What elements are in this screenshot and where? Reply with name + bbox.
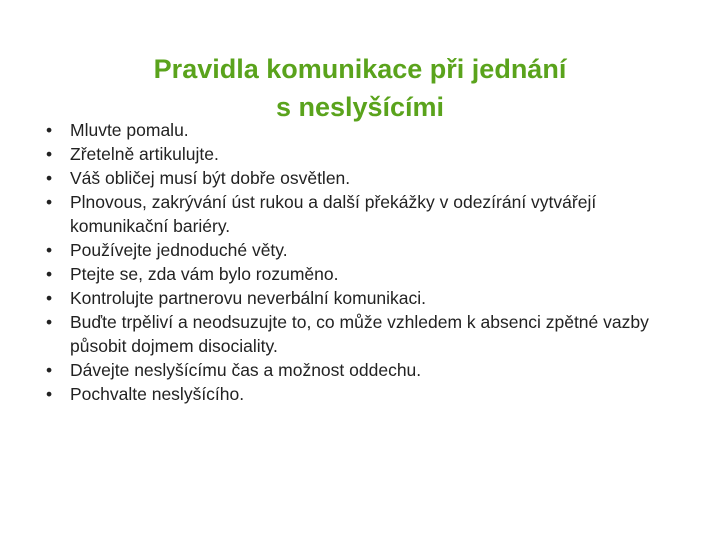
bullet-icon: •: [46, 264, 53, 284]
bullet-item: [46, 262, 686, 286]
slide-title: [100, 50, 620, 126]
bullet-icon: •: [46, 144, 53, 164]
bullet-icon: •: [46, 120, 53, 140]
bullet-icon: •: [46, 312, 53, 332]
bullet-item: [46, 142, 686, 166]
bullet-text: Váš obličej musí být dobře osvětlen.: [70, 168, 351, 188]
bullet-text: Dávejte neslyšícímu čas a možnost oddechu.: [70, 360, 422, 380]
slide-title-line-1: Pravidla komunikace při jednání: [153, 54, 567, 84]
bullet-item: [46, 238, 686, 262]
bullet-item: [46, 286, 686, 310]
bullet-item: [46, 166, 686, 190]
bullet-icon: •: [46, 168, 53, 188]
bullet-text: Zřetelně artikulujte.: [70, 144, 219, 164]
bullet-icon: •: [46, 360, 53, 380]
bullet-text: Používejte jednoduché věty.: [70, 240, 288, 260]
bullet-icon: •: [46, 192, 53, 212]
bullet-icon: •: [46, 288, 53, 308]
bullet-text: Ptejte se, zda vám bylo rozuměno.: [70, 264, 339, 284]
bullet-icon: •: [46, 240, 53, 260]
bullet-icon: •: [46, 384, 53, 404]
bullet-item: [46, 310, 686, 358]
bullet-text: Pochvalte neslyšícího.: [70, 384, 245, 404]
bullet-item: [46, 358, 686, 382]
bullet-item: [46, 118, 686, 142]
bullet-item: [46, 190, 686, 238]
bullet-text: Kontrolujte partnerovu neverbální komunikaci.: [70, 288, 427, 308]
bullet-text: Plnovous, zakrývání úst rukou a další překážky v odezírání vytvářejí komunikační bariéry.: [70, 192, 597, 236]
bullet-item: [46, 382, 686, 406]
bullet-text: Mluvte pomalu.: [70, 120, 189, 140]
bullet-list: [46, 118, 686, 406]
slide-title-line-2: s neslyšícími: [275, 92, 445, 122]
bullet-text: Buďte trpěliví a neodsuzujte to, co může vzhledem k absenci zpětné vazby působit dojmem disociality.: [70, 312, 649, 356]
